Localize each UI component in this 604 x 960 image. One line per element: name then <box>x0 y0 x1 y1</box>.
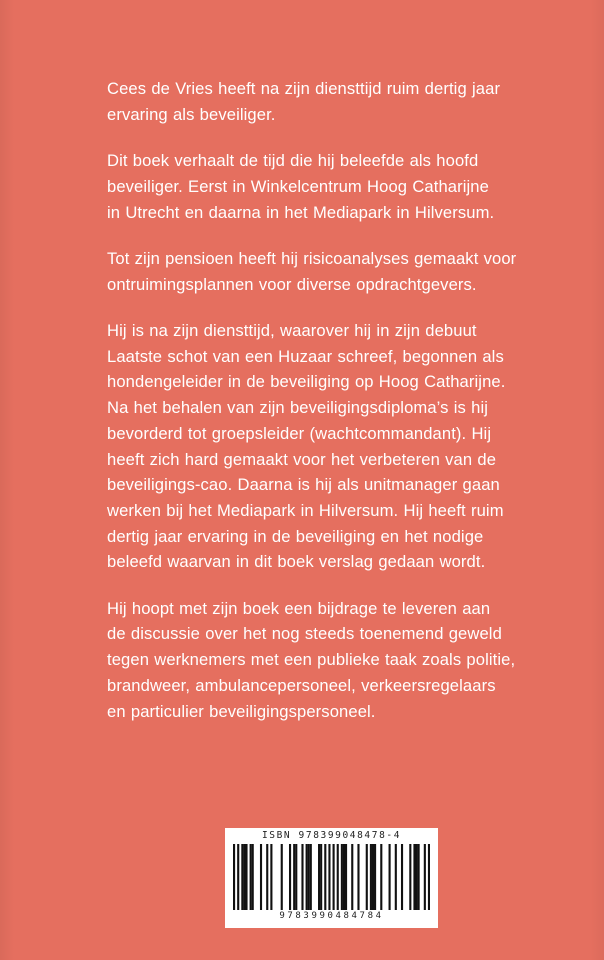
barcode-bar <box>341 844 343 910</box>
barcode-bar <box>372 844 374 910</box>
text-line: en particulier beveiligingspersoneel. <box>107 701 376 721</box>
text-line: in Utrecht en daarna in het Mediapark in Hilversum. <box>107 202 495 222</box>
barcode-bar <box>266 844 268 910</box>
barcode-bar <box>395 844 397 910</box>
barcode-bar <box>250 844 252 910</box>
blurb-text <box>107 76 597 745</box>
barcode-bar <box>295 844 297 910</box>
text-line: Hij is na zijn diensttijd, waarover hij in zijn debuut <box>107 320 477 340</box>
text-line: beleefd waarvan in dit boek verslag gedaan wordt. <box>107 552 486 572</box>
barcode-bar <box>328 844 330 910</box>
barcode-bar <box>243 844 245 910</box>
text-line: bevorderd tot groepsleider (wachtcommandant). Hij <box>107 423 492 443</box>
text-line: ontruimingsplannen voor diverse opdrachtgevers. <box>107 274 477 294</box>
paragraph-intro <box>107 76 597 127</box>
paragraph-book-summary <box>107 148 597 225</box>
text-line: hondengeleider in de beveiliging op Hoog Catharijne. <box>107 372 506 392</box>
text-line: Hij hoopt met zijn boek een bijdrage te leveren aan <box>107 598 491 618</box>
barcode-bar <box>308 844 310 910</box>
text-line: dertig jaar ervaring in de beveiliging en het nodige <box>107 526 484 546</box>
barcode-bar <box>409 844 411 910</box>
text-line: Cees de Vries heeft na zijn diensttijd ruim dertig jaar <box>107 79 501 98</box>
text-line: Laatste schot van een Huzaar schreef, begonnen als <box>107 346 504 366</box>
barcode-bar <box>337 844 339 910</box>
isbn-label: ISBN 978399048478-4 <box>261 830 402 841</box>
barcode-bar <box>260 844 262 910</box>
barcode-bar <box>343 844 345 910</box>
barcode-bar <box>345 844 347 910</box>
barcode-bar <box>245 844 247 910</box>
barcode-bar <box>428 844 430 910</box>
barcode-bar <box>281 844 283 910</box>
barcode-bar <box>301 844 303 910</box>
barcode-bar <box>366 844 368 910</box>
barcode-bar <box>380 844 382 910</box>
barcode-bar <box>237 844 239 910</box>
text-line: de discussie over het nog steeds toenemend geweld <box>107 624 502 644</box>
barcode-bar <box>374 844 376 910</box>
text-line: beveiligings-cao. Daarna is hij als unitmanager gaan <box>107 475 500 495</box>
barcode-bar <box>333 844 335 910</box>
text-line: brandweer, ambulancepersoneel, verkeersregelaars <box>107 675 496 695</box>
text-line: Tot zijn pensioen heeft hij risicoanalyses gemaakt voor <box>107 248 517 268</box>
barcode-bar <box>306 844 308 910</box>
barcode-bar <box>389 844 391 910</box>
barcode-bars <box>233 844 430 912</box>
text-line: Dit boek verhaalt de tijd die hij beleefde als hoofd <box>107 151 479 171</box>
barcode-bar <box>241 844 243 910</box>
barcode-bar <box>413 844 415 910</box>
barcode-bar <box>324 844 326 910</box>
barcode-bar <box>293 844 295 910</box>
barcode-bar <box>357 844 359 910</box>
barcode-bar <box>351 844 353 910</box>
barcode-bar <box>424 844 426 910</box>
barcode-bar <box>418 844 420 910</box>
paragraph-career <box>107 318 597 575</box>
barcode-bar <box>233 844 235 910</box>
paragraph-hope <box>107 596 597 725</box>
paragraph-pension <box>107 246 597 297</box>
ean-digits: 9783990484784 <box>279 911 384 921</box>
text-line: beveiliger. Eerst in Winkelcentrum Hoog Catharijne <box>107 176 489 196</box>
barcode-bar <box>370 844 372 910</box>
barcode-bar <box>415 844 417 910</box>
text-line: ervaring als beveiliger. <box>107 104 276 124</box>
text-line: Na het behalen van zijn beveiligingsdiploma’s is hij <box>107 398 489 418</box>
barcode-bar <box>270 844 272 910</box>
barcode-bar <box>252 844 254 910</box>
text-line: tegen werknemers met een publieke taak zoals politie, <box>107 650 516 670</box>
barcode-bar <box>318 844 320 910</box>
barcode-bar <box>320 844 322 910</box>
barcode-bar <box>289 844 291 910</box>
text-line: heeft zich hard gemaakt voor het verbeteren van de <box>107 449 497 469</box>
isbn-barcode <box>225 828 438 928</box>
barcode-bar <box>401 844 403 910</box>
text-line: werken bij het Mediapark in Hilversum. Hij heeft ruim <box>107 500 504 520</box>
barcode-bar <box>310 844 312 910</box>
